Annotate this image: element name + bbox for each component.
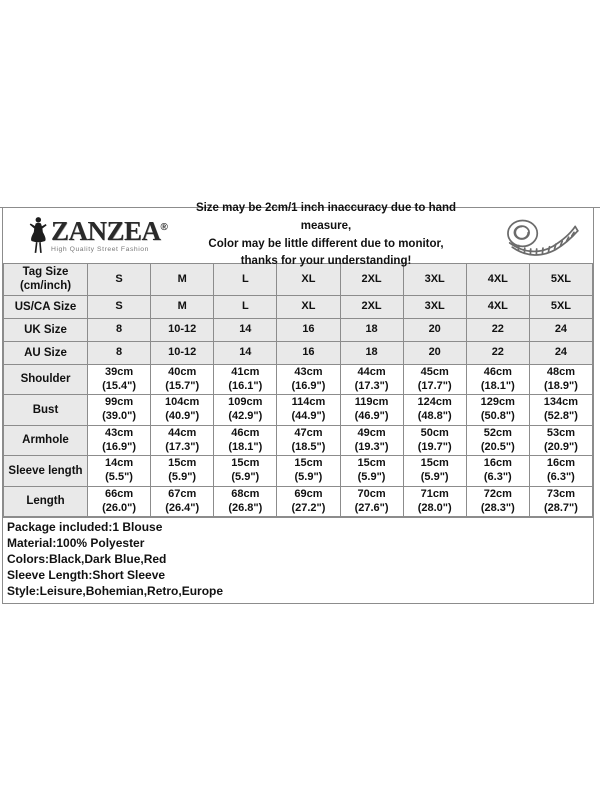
table-row bbox=[4, 341, 593, 364]
size-cell: 16cm (6.3") bbox=[466, 456, 529, 487]
fashion-woman-icon bbox=[27, 213, 49, 259]
size-cell: 41cm (16.1") bbox=[214, 364, 277, 395]
row-label: Armhole bbox=[4, 425, 88, 456]
brand-name bbox=[51, 215, 168, 246]
size-cell: 67cm (26.4") bbox=[151, 486, 214, 517]
table-row bbox=[4, 456, 593, 487]
table-row bbox=[4, 318, 593, 341]
size-table-body bbox=[4, 264, 593, 517]
size-cell: 99cm (39.0") bbox=[88, 395, 151, 426]
size-cell: 3XL bbox=[403, 264, 466, 296]
table-row bbox=[4, 425, 593, 456]
size-cell: 124cm (48.8") bbox=[403, 395, 466, 426]
size-cell: 73cm (28.7") bbox=[529, 486, 592, 517]
table-row bbox=[4, 395, 593, 426]
row-label: Tag Size (cm/inch) bbox=[4, 264, 88, 296]
size-cell: 45cm (17.7") bbox=[403, 364, 466, 395]
size-cell: 47cm (18.5") bbox=[277, 425, 340, 456]
size-cell: XL bbox=[277, 264, 340, 296]
size-cell: 14 bbox=[214, 341, 277, 364]
size-cell: 50cm (19.7") bbox=[403, 425, 466, 456]
size-cell: 8 bbox=[88, 341, 151, 364]
size-cell: 71cm (28.0") bbox=[403, 486, 466, 517]
size-cell: 39cm (15.4") bbox=[88, 364, 151, 395]
size-cell: S bbox=[88, 295, 151, 318]
size-cell: 14cm (5.5") bbox=[88, 456, 151, 487]
table-row bbox=[4, 364, 593, 395]
size-cell: 129cm (50.8") bbox=[466, 395, 529, 426]
note-line: Package included:1 Blouse bbox=[7, 520, 163, 535]
brand-tagline: High Quality Street Fashion bbox=[51, 245, 149, 253]
size-cell: 24 bbox=[529, 341, 592, 364]
table-row bbox=[4, 295, 593, 318]
size-cell: 15cm (5.9") bbox=[151, 456, 214, 487]
size-cell: 72cm (28.3") bbox=[466, 486, 529, 517]
size-cell: 18 bbox=[340, 341, 403, 364]
size-cell: 46cm (18.1") bbox=[466, 364, 529, 395]
size-cell: 68cm (26.8") bbox=[214, 486, 277, 517]
size-cell: 40cm (15.7") bbox=[151, 364, 214, 395]
size-cell: 134cm (52.8") bbox=[529, 395, 592, 426]
size-cell: 52cm (20.5") bbox=[466, 425, 529, 456]
size-cell: 18 bbox=[340, 318, 403, 341]
size-cell: XL bbox=[277, 295, 340, 318]
size-cell: 24 bbox=[529, 318, 592, 341]
size-cell: 10-12 bbox=[151, 318, 214, 341]
size-cell: 43cm (16.9") bbox=[277, 364, 340, 395]
size-cell: 15cm (5.9") bbox=[340, 456, 403, 487]
table-row bbox=[4, 486, 593, 517]
size-cell: 22 bbox=[466, 341, 529, 364]
size-cell: 16 bbox=[277, 318, 340, 341]
row-label: Sleeve length bbox=[4, 456, 88, 487]
disclaimer-line-1: Size may be 2cm/1 inch inaccuracy due to hand measure, bbox=[195, 201, 457, 232]
size-cell: 2XL bbox=[340, 264, 403, 296]
content-box bbox=[2, 201, 594, 604]
size-cell: 3XL bbox=[403, 295, 466, 318]
note-line: Colors:Black,Dark Blue,Red bbox=[7, 551, 167, 566]
row-label: Shoulder bbox=[4, 364, 88, 395]
size-cell: 46cm (18.1") bbox=[214, 425, 277, 456]
brand-name-text: ZANZEA bbox=[51, 215, 161, 246]
size-cell: L bbox=[214, 264, 277, 296]
size-cell: 20 bbox=[403, 341, 466, 364]
size-cell: 15cm (5.9") bbox=[214, 456, 277, 487]
tape-measure-icon bbox=[493, 211, 585, 261]
disclaimer-line-2: Color may be little different due to monitor, bbox=[208, 237, 444, 250]
size-cell: S bbox=[88, 264, 151, 296]
note-line: Sleeve Length:Short Sleeve bbox=[7, 567, 166, 582]
brand-text-block bbox=[51, 215, 168, 254]
size-cell: 4XL bbox=[466, 295, 529, 318]
size-table bbox=[3, 263, 593, 517]
size-cell: 16cm (6.3") bbox=[529, 456, 592, 487]
disclaimer-text bbox=[181, 200, 485, 271]
tape-measure-wrap bbox=[485, 211, 593, 261]
size-cell: 66cm (26.0") bbox=[88, 486, 151, 517]
row-label: US/CA Size bbox=[4, 295, 88, 318]
size-cell: 10-12 bbox=[151, 341, 214, 364]
registered-mark: ® bbox=[160, 221, 168, 233]
row-label: Bust bbox=[4, 395, 88, 426]
size-cell: 2XL bbox=[340, 295, 403, 318]
size-cell: 119cm (46.9") bbox=[340, 395, 403, 426]
size-cell: 49cm (19.3") bbox=[340, 425, 403, 456]
row-label: Length bbox=[4, 486, 88, 517]
size-cell: 15cm (5.9") bbox=[403, 456, 466, 487]
size-cell: 4XL bbox=[466, 264, 529, 296]
size-cell: 15cm (5.9") bbox=[277, 456, 340, 487]
size-cell: 44cm (17.3") bbox=[151, 425, 214, 456]
size-cell: 8 bbox=[88, 318, 151, 341]
note-line: Style:Leisure,Bohemian,Retro,Europe bbox=[7, 583, 224, 598]
size-cell: 14 bbox=[214, 318, 277, 341]
size-cell: L bbox=[214, 295, 277, 318]
size-cell: 70cm (27.6") bbox=[340, 486, 403, 517]
size-cell: 48cm (18.9") bbox=[529, 364, 592, 395]
size-cell: M bbox=[151, 264, 214, 296]
row-label: UK Size bbox=[4, 318, 88, 341]
size-cell: 16 bbox=[277, 341, 340, 364]
size-cell: 5XL bbox=[529, 295, 592, 318]
note-line: Material:100% Polyester bbox=[7, 536, 145, 551]
size-cell: 104cm (40.9") bbox=[151, 395, 214, 426]
size-cell: 69cm (27.2") bbox=[277, 486, 340, 517]
size-cell: 43cm (16.9") bbox=[88, 425, 151, 456]
size-cell: 53cm (20.9") bbox=[529, 425, 592, 456]
size-cell: 5XL bbox=[529, 264, 592, 296]
size-cell: 114cm (44.9") bbox=[277, 395, 340, 426]
size-cell: 109cm (42.9") bbox=[214, 395, 277, 426]
notes-list bbox=[3, 517, 593, 603]
brand-logo bbox=[3, 213, 181, 259]
size-cell: M bbox=[151, 295, 214, 318]
header-band bbox=[3, 201, 593, 268]
size-cell: 20 bbox=[403, 318, 466, 341]
size-cell: 44cm (17.3") bbox=[340, 364, 403, 395]
size-cell: 22 bbox=[466, 318, 529, 341]
disclaimer-line-3: thanks for your understanding! bbox=[240, 255, 412, 268]
row-label: AU Size bbox=[4, 341, 88, 364]
